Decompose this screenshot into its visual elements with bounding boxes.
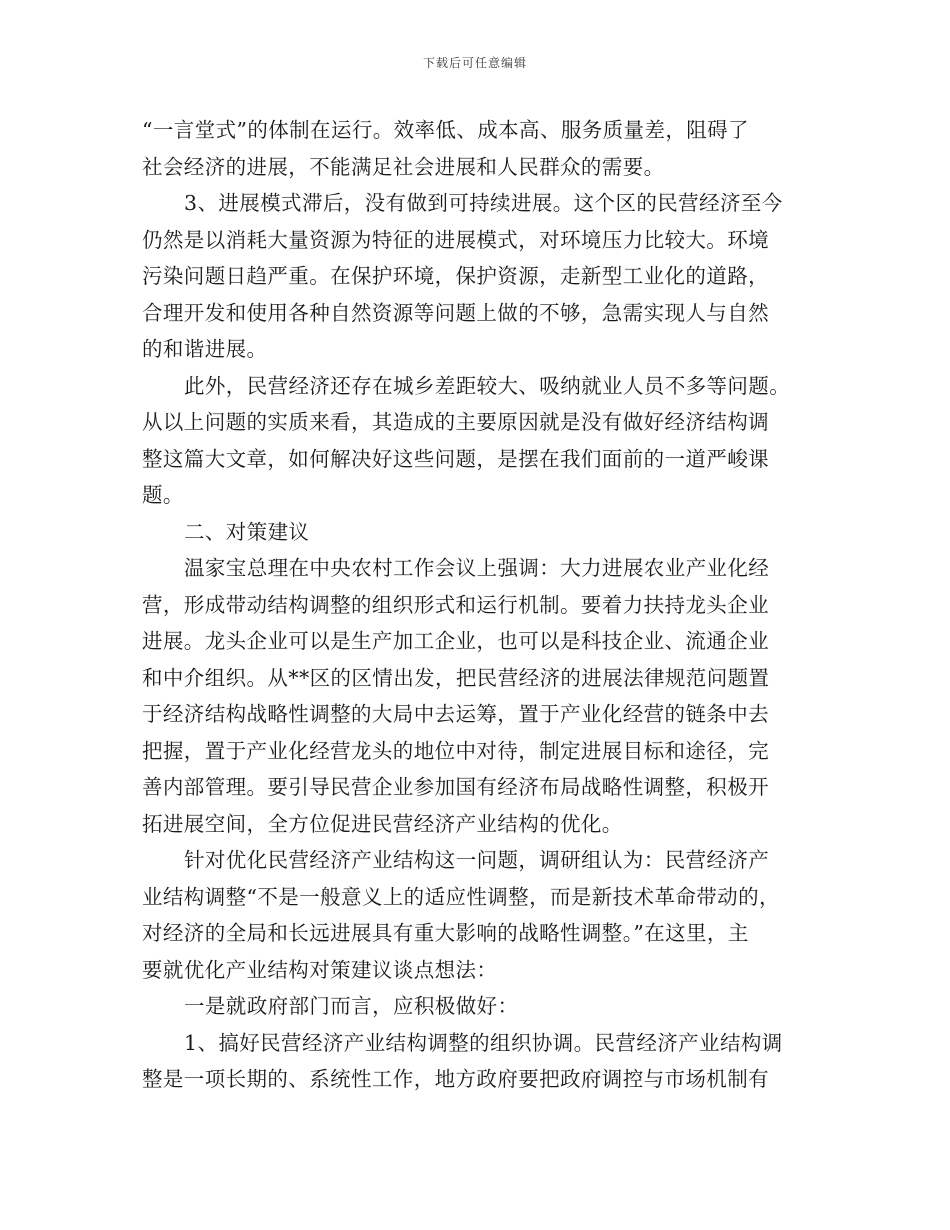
text-line: 把握，置于产业化经营龙头的地位中对待，制定进展目标和途径，完: [142, 738, 769, 763]
paragraph-start-line: 此外，民营经济还存在城乡差距较大、吸纳就业人员不多等问题。: [184, 373, 791, 398]
text-line: “一言堂式”的体制在运行。效率低、成本高、服务质量差，阻碍了: [142, 118, 749, 142]
text-line: 营，形成带动结构调整的组织形式和运行机制。要着力扶持龙头企业: [142, 592, 769, 617]
text-line: 善内部管理。要引导民营企业参加国有经济布局战略性调整，积极开: [142, 775, 769, 799]
text-line: 从以上问题的实质来看，其造成的主要原因就是没有做好经济结构调: [142, 410, 769, 434]
paragraph-start-line: 温家宝总理在中央农村工作会议上强调：大力进展农业产业化经: [184, 556, 770, 580]
text-line: 业结构调整“不是一般意义上的适应性调整，而是新技术革命带动的，: [142, 884, 780, 909]
text-line: 的和谐进展。: [142, 337, 268, 361]
text-line: 题。: [142, 483, 184, 507]
text-line: 于经济结构战略性调整的大局中去运筹，置于产业化经营的链条中去: [142, 702, 769, 726]
paragraph-start-line: 针对优化民营经济产业结构这一问题，调研组认为：民营经济产: [184, 848, 770, 872]
paragraph-start-line: 一是就政府部门而言，应积极做好：: [184, 994, 519, 1018]
text-line: 和中介组织。从**区的区情出发，把民营经济的进展法律规范问题置: [142, 665, 770, 690]
text-line: 整是一项长期的、系统性工作，地方政府要把政府调控与市场机制有: [142, 1067, 769, 1091]
text-line: 仍然是以消耗大量资源为特征的进展模式，对环境压力比较大。环境: [142, 227, 769, 252]
text-line: 要就优化产业结构对策建议谈点想法：: [142, 957, 498, 982]
paragraph-start-line: 3、进展模式滞后，没有做到可持续进展。这个区的民营经济至今: [184, 191, 783, 215]
text-line: 社会经济的进展，不能满足社会进展和人民群众的需要。: [142, 154, 665, 179]
document-body: [142, 112, 812, 1098]
text-line: 合理开发和使用各种自然资源等问题上做的不够，急需实现人与自然: [142, 300, 769, 325]
text-line: 整这篇大文章，如何解决好这些问题，是摆在我们面前的一道严峻课: [142, 446, 769, 471]
paragraph-start-line: 二、对策建议: [184, 519, 310, 544]
text-line: 拓进展空间，全方位促进民营经济产业结构的优化。: [142, 811, 623, 836]
text-line: 污染问题日趋严重。在保护环境，保护资源，走新型工业化的道路，: [142, 264, 769, 288]
paragraph-start-line: 1、搞好民营经济产业结构调整的组织协调。民营经济产业结构调: [184, 1030, 783, 1055]
page-header: 下载后可任意编辑: [422, 56, 527, 70]
text-line: 对经济的全局和长远进展具有重大影响的战略性调整。”在这里，主: [142, 921, 749, 945]
text-line: 进展。龙头企业可以是生产加工企业，也可以是科技企业、流通企业: [142, 629, 769, 653]
